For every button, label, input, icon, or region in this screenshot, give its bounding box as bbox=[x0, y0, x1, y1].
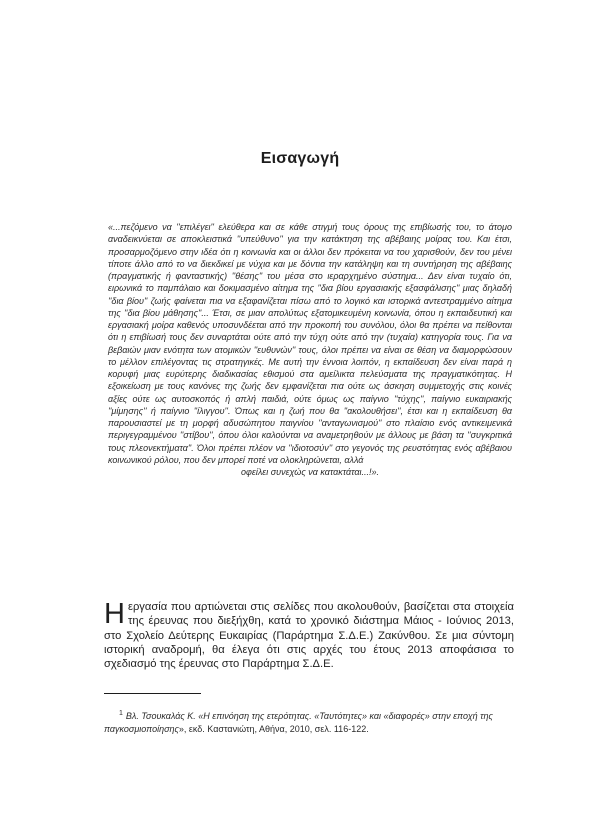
footnote-divider bbox=[104, 693, 201, 694]
quote-last-line: οφείλει συνεχώς να κατακτάται...!». bbox=[241, 467, 379, 477]
epigraph-quote bbox=[108, 221, 512, 478]
body-text: εργασία που αρτιώνεται στις σελίδες που ακολουθούν, βασίζεται στα στοιχεία της έρευνας που διεξήχθη, κατά το χρονικό διάστημα Μάιος - Ιούνιος 2013, στο Σχολείο Δεύτερης Ευκαιρίας (Παράρτημα Σ.Δ.Ε.) Ζακύνθου. Σε μια σύντομη ιστορική αναδρομή, θα έλεγα ότι στις αρχές του έτους 2013 αποφάσισα το σχεδιασμό της έρευνας στο Παράρτημα Σ.Δ.Ε. bbox=[104, 601, 514, 671]
footnote-suffix: », εκδ. Καστανιώτη, Αθήνα, 2010, σελ. 116-122. bbox=[178, 724, 369, 734]
quote-body: «...πεζόμενο να ''επιλέγει'' ελεύθερα και σε κάθε στιγμή τους όρους της επιβίωσής του, το άτομο αναδεικνύεται σε αποκλειστικά ''υπεύθυνο'' για την κατάκτηση της αβέβαιης μοίρας του. Και έτσι, προσαρμοζόμενο στην ιδέα ότι η κοινωνία και οι άλλοι δεν πρόκειται να του χαρισθούν, δεν του μένει τίποτε άλλο από το να διεκδικεί με νύχια και με δόντια την κατάληψη και τη συντήρηση της αβέβαιης (πραγματικής ή φανταστικής) ''θέσης'' του μέσα στο ιεραρχημένο σύστημα... Δεν είναι τυχαίο ότι, ειρωνικά το παμπάλαιο και δοκιμασμένο αίτημα της ''δια βίου εργασιακής εξασφάλισης'' μιας δηλαδή ''δια βίου'' ζωής φαίνεται πια να εξαφανίζεται πίσω από το λογικό και ιστορικά αντεστραμμένο αίτημα της ''δια βίου μάθησης''... Έτσι, σε μιαν απολύτως εξατομικευμένη κοινωνία, όπου η εκπαιδευτική και εργασιακή μοίρα καθενός υποσυνδέεται από την προκοπή του συνόλου, όλοι θα πρέπει να πείθονται ότι η επιβίωσή τους δεν συναρτάται ούτε από την τύχη ούτε από την (τυχαία) κατηγορία τους. Για να βεβαιών μιαν ενότητα των ατομικών ''ευθυνών'' τους, όλοι πρέπει να είναι σε θέση να διαμορφώσουν το μέλλον επιλέγοντας τις στρατηγικές. Με αυτή την έννοια λοιπόν, η εκπαίδευση δεν είναι παρά η κορυφή μιας ευρύτερης διαδικασίας εθισμού στα αμείλικτα πελεύσματα της πραγματικότητας. Η εξοικείωση με τους κανόνες της ζωής δεν εμφανίζεται πια ούτε ως άσκηση συμμετοχής στις κοινές αξίες ούτε ως αυτοσκοπός ή απλή παιδιά, ούτε όμως ως παίγνιο ''τύχης'', παίγνιο ευκαιριακής ''μίμησης'' ή παίγνιο ''ίλιγγου''. Όπως και η ζωή που θα ''ακολουθήσει'', έτσι και η εκπαίδευση θα παρουσιαστεί με τη μορφή αδυσώπητου παιγνίου ''ανταγωνισμού'' στο πλαίσιο ενός αντικειμενικά περιγεγραμμένου ''στίβου'', όπου όλοι καλούνται να αναμετρηθούν με άλλους με βάση τα ''συγκριτικά τους πλεονεκτήματα''. Όλοι πρέπει πλέον να ''ιδιοτοσύν'' στο γεγονός της ρευστότητας ενός αβέβαιου κοινωνικού ρόλου, που δεν μπορεί ποτέ να ολοκληρώνεται, αλλά bbox=[108, 222, 512, 465]
footnote-title: Η επινόηση της ετερότητας. «Ταυτότητες» και «διαφορές» στην εποχή της παγκοσμιοποίησης bbox=[104, 711, 493, 734]
body-paragraph bbox=[104, 600, 514, 671]
drop-cap: Η bbox=[104, 598, 125, 630]
footnote-mark: 1 bbox=[119, 710, 123, 717]
page-title: Εισαγωγή bbox=[260, 150, 340, 167]
footnote bbox=[104, 710, 514, 736]
footnote-prefix: Βλ. Τσουκαλάς Κ. « bbox=[125, 711, 204, 721]
